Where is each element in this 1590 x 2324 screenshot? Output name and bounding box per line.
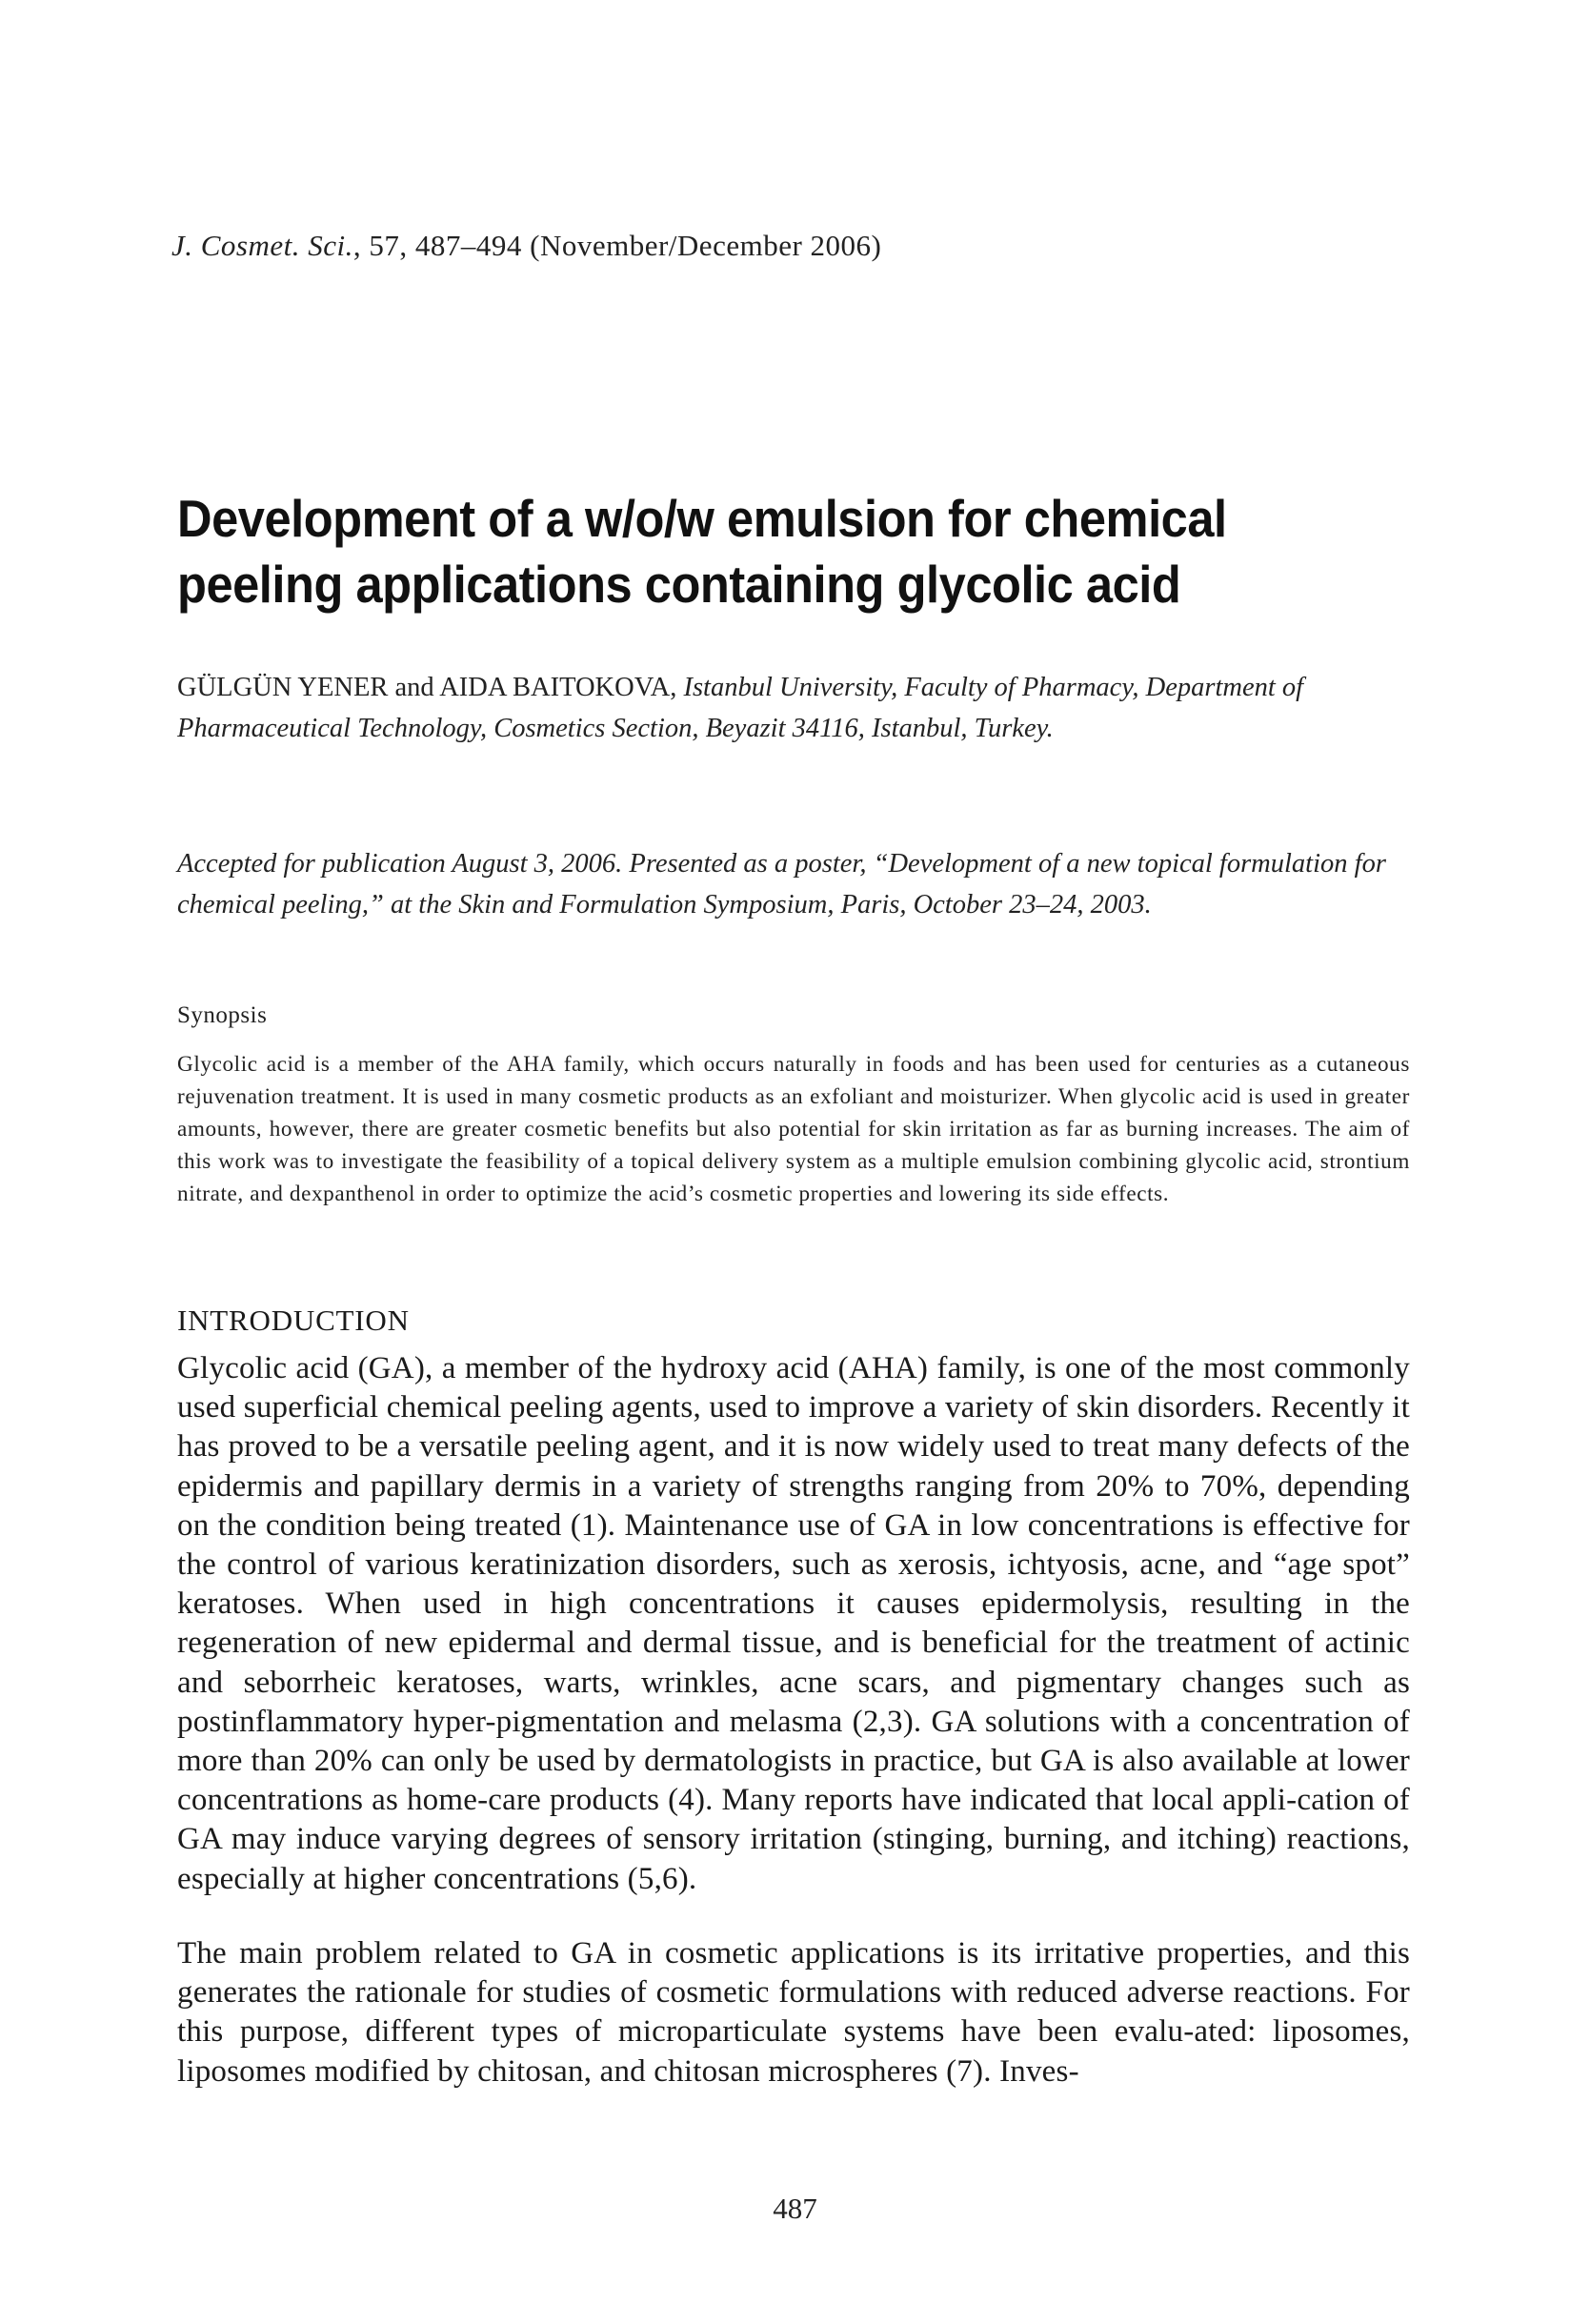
journal-abbreviation: J. Cosmet. Sci. [171, 229, 353, 262]
introduction-paragraph: The main problem related to GA in cosmetic applications is its irritative properties, and this generates the rationale for studies of cosmetic formulations with reduced adverse reactions. For this purpose, different types of microparticulate systems have been evalu-ated: liposomes, liposomes modified by chitosan, and chitosan microspheres (7). Inves- [177, 1936, 1410, 2089]
introduction-heading: INTRODUCTION [177, 1303, 410, 1337]
introduction-paragraph: Glycolic acid (GA), a member of the hydroxy acid (AHA) family, is one of the most commonly used superficial chemical peeling agents, used to improve a variety of skin disorders. Recently it has proved to be a versatile peeling agent, and it is now widely used to treat many defects of the epidermis and papillary dermis in a variety of strengths ranging from 20% to 70%, depending on the condition being treated (1). Maintenance use of GA in low concentrations is effective for the control of various keratinization disorders, such as xerosis, ichtyosis, acne, and “age spot” keratoses. When used in high concentrations it causes epidermolysis, resulting in the regeneration of new epidermal and dermal tissue, and is beneficial for the treatment of actinic and seborrheic keratoses, warts, wrinkles, acne scars, and pigmentary changes such as postinflammatory hyper-pigmentation and melasma (2,3). GA solutions with a concentration of more than 20% can only be used by dermatologists in practice, but GA is also available at lower concentrations as home-care products (4). Many reports have indicated that local appli-cation of GA may induce varying degrees of sensory irritation (stinging, burning, and itching) reactions, especially at higher concentrations (5,6). [177, 1351, 1410, 1896]
journal-citation: , 57, 487–494 (November/December 2006) [352, 229, 882, 262]
acceptance-note: Accepted for publication August 3, 2006. Presented as a poster, “Development of a new topical formulation for chemical peeling,” at the Skin and Formulation Symposium, Paris, October 23–24, 2003. [177, 849, 1386, 919]
synopsis-text: Glycolic acid is a member of the AHA family, which occurs naturally in foods and has been used for centuries as a cutaneous rejuvenation treatment. It is used in many cosmetic products as an exfoliant and moisturizer. When glycolic acid is used in greater amounts, however, there are greater cosmetic benefits but also potential for skin irritation as far as burning increases. The aim of this work was to investigate the feasibility of a topical delivery system as a multiple emulsion combining glycolic acid, strontium nitrate, and dexpanthenol in order to optimize the acid’s cosmetic properties and lowering its side effects. [177, 1052, 1410, 1206]
author-names: GÜLGÜN YENER and AIDA BAITOKOVA, [177, 673, 677, 702]
author-affiliation: Istanbul University, Faculty of Pharmacy, Department of Pharmaceutical Technology, Cosmetics Section, Beyazit 34116, Istanbul, Turkey. [177, 673, 1304, 743]
article-title: Development of a w/o/w emulsion for chemical peeling applications containing glycolic acid [177, 489, 1227, 614]
page-number: 487 [773, 2192, 817, 2225]
synopsis-heading: Synopsis [177, 1002, 268, 1028]
author-block [177, 667, 1416, 749]
journal-reference [171, 229, 881, 263]
